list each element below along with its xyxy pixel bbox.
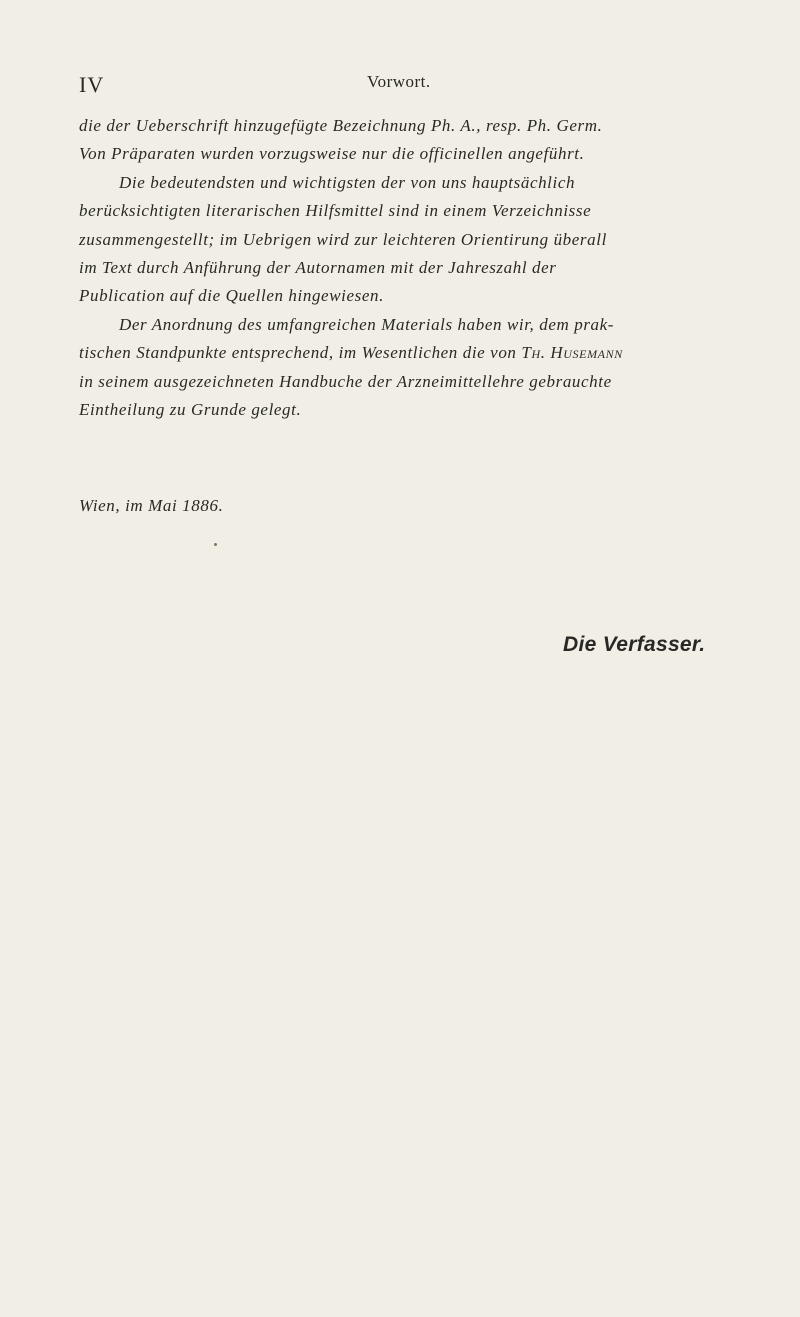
text-line: die der Ueberschrift hinzugefügte Bezeichnung Ph. A., resp. Ph. Germ. xyxy=(79,116,603,135)
text-segment: tischen Standpunkte entsprechend, im Wesentlichen die von xyxy=(79,343,522,363)
text-line: Die bedeutendsten und wichtigsten der von uns hauptsächlich xyxy=(119,172,576,192)
ink-speck xyxy=(214,543,217,546)
text-line: Der Anordnung des umfangreichen Materials haben wir, dem prak- xyxy=(119,314,615,334)
page-number: IV xyxy=(79,72,105,97)
text-line: Publication auf die Quellen hingewiesen. xyxy=(79,286,384,306)
text-line: Von Präparaten wurden vorzugsweise nur die officinellen angeführt. xyxy=(79,144,585,164)
text-line: im Text durch Anführung der Autornamen mit der Jahreszahl der xyxy=(79,258,557,278)
preface-text xyxy=(79,112,769,424)
author-name: Th. Husemann xyxy=(521,343,623,363)
running-head: Vorwort. xyxy=(367,72,431,91)
date-line: Wien, im Mai 1886. xyxy=(79,496,224,515)
text-line: zusammengestellt; im Uebrigen wird zur leichteren Orientirung überall xyxy=(79,229,607,249)
text-line: in seinem ausgezeichneten Handbuche der Arzneimittellehre gebrauchte xyxy=(79,371,612,391)
text-line: Eintheilung zu Grunde gelegt. xyxy=(79,400,302,420)
text-line xyxy=(79,339,769,367)
signature: Die Verfasser. xyxy=(563,633,706,656)
text-line: berücksichtigten literarischen Hilfsmittel sind in einem Verzeichnisse xyxy=(79,201,592,221)
